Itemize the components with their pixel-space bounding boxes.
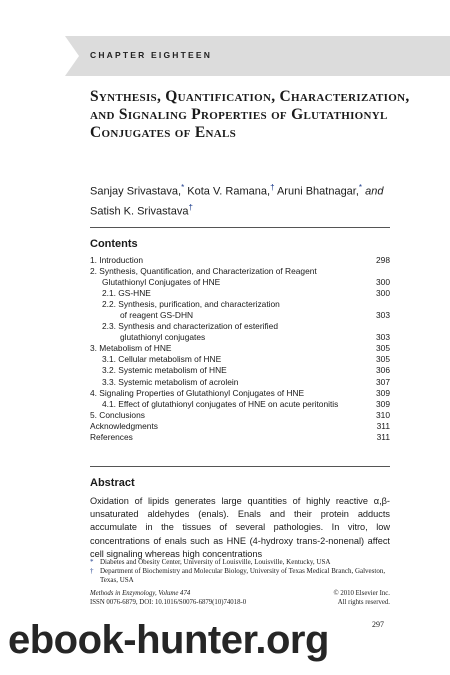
toc-row[interactable] <box>90 288 390 299</box>
toc-title: 4. Signaling Properties of Glutathionyl Conjugates of HNE <box>90 387 305 398</box>
divider <box>90 466 390 467</box>
journal-info <box>90 589 390 607</box>
toc-row[interactable] <box>90 321 390 332</box>
chapter-banner-notch <box>65 36 79 76</box>
chapter-label: CHAPTER EIGHTEEN <box>90 50 213 60</box>
contents-heading: Contents <box>90 238 138 250</box>
toc-row[interactable] <box>90 310 390 321</box>
toc-page: 303 <box>376 310 390 321</box>
toc-row[interactable] <box>90 377 390 388</box>
abstract-text: Oxidation of lipids generates large quantities of highly reactive α,β-unsaturated aldehydes (enals). Enals and their protein adducts accumulate in the tissues of several pathologies. In vitro, low concentrations of enals such as HNE (4-hydroxy trans-2-nonenal) affect cell signaling whereas high concentrations <box>90 496 390 559</box>
toc-row[interactable] <box>90 266 390 277</box>
toc-row[interactable] <box>90 432 390 443</box>
toc-row[interactable] <box>90 399 390 410</box>
toc-page: 305 <box>376 343 390 354</box>
toc-title: 3.2. Systemic metabolism of HNE <box>102 365 227 376</box>
toc-page: 310 <box>376 409 390 420</box>
affiliation-mark: * <box>358 183 363 192</box>
toc-title: glutathionyl conjugates <box>120 332 206 343</box>
toc-title: of reagent GS-DHN <box>120 310 194 321</box>
footnote-mark: † <box>90 567 94 575</box>
author-name: Aruni Bhatnagar, <box>274 185 359 198</box>
toc-page <box>368 266 390 277</box>
toc-title: 2.3. Synthesis and characterization of esterified <box>102 321 278 332</box>
toc-title: 3.3. Systemic metabolism of acrolein <box>102 376 239 387</box>
toc-row[interactable] <box>90 410 390 421</box>
toc-title: 2. Synthesis, Quantification, and Characterization of Reagent <box>90 266 317 277</box>
chapter-title: Synthesis, Quantification, Characterization, and Signaling Properties of Glutathionyl Conjugates of Enals <box>90 88 410 141</box>
toc-title: 3.1. Cellular metabolism of HNE <box>102 354 222 365</box>
footnote-text: Department of Biochemistry and Molecular Biology, University of Texas Medical Branch, Galveston, Texas, USA <box>100 567 386 584</box>
and-connector: and <box>362 185 384 198</box>
toc-row[interactable] <box>90 421 390 432</box>
toc-row[interactable] <box>90 354 390 365</box>
toc-page: 311 <box>376 420 390 431</box>
toc-page <box>368 321 390 332</box>
toc-title: Acknowledgments <box>90 420 158 431</box>
issn-doi: ISSN 0076-6879, DOI: 10.1016/S0076-6879(10)74018-0 <box>90 599 247 606</box>
toc-page <box>368 299 390 310</box>
watermark: ebook-hunter.org <box>8 618 329 662</box>
toc-page: 303 <box>376 332 390 343</box>
affiliation-mark: * <box>181 183 185 192</box>
toc-page: 300 <box>376 288 390 299</box>
page-number: 297 <box>372 620 384 629</box>
toc-page: 300 <box>376 277 390 288</box>
affiliation-mark: † <box>270 183 275 192</box>
author-name: Kota V. Ramana, <box>184 185 271 198</box>
toc-title: Glutathionyl Conjugates of HNE <box>102 277 221 288</box>
toc-title: References <box>90 431 133 442</box>
toc-title: 3. Metabolism of HNE <box>90 343 172 354</box>
author-name: Sanjay Srivastava, <box>90 185 182 198</box>
footnotes <box>90 558 390 585</box>
author-name: Satish K. Srivastava <box>90 205 189 218</box>
toc-page: 307 <box>376 376 390 387</box>
author-list <box>90 180 420 219</box>
footnote-mark: * <box>90 558 94 566</box>
toc-row[interactable] <box>90 388 390 399</box>
toc-title: 2.2. Synthesis, purification, and characterization <box>102 299 280 310</box>
copyright: © 2010 Elsevier Inc. <box>333 590 390 597</box>
toc-title: 2.1. GS-HNE <box>102 288 151 299</box>
toc-page: 306 <box>376 365 390 376</box>
divider <box>90 227 390 228</box>
table-of-contents <box>90 255 390 443</box>
toc-row[interactable] <box>90 255 390 266</box>
toc-title: 1. Introduction <box>90 255 144 265</box>
footnote-text: Diabetes and Obesity Center, University of Louisville, Louisville, Kentucky, USA <box>100 558 331 566</box>
rights: All rights reserved. <box>337 599 390 606</box>
footnote <box>90 558 390 567</box>
footnote <box>90 567 390 585</box>
toc-row[interactable] <box>90 299 390 310</box>
toc-page: 309 <box>376 398 390 409</box>
toc-page: 298 <box>376 255 390 265</box>
affiliation-mark: † <box>188 202 193 212</box>
toc-row[interactable] <box>90 365 390 376</box>
abstract-heading: Abstract <box>90 477 135 489</box>
toc-row[interactable] <box>90 343 390 354</box>
toc-title: 5. Conclusions <box>90 409 145 420</box>
toc-row[interactable] <box>90 332 390 343</box>
toc-row[interactable] <box>90 277 390 288</box>
toc-page: 305 <box>376 354 390 365</box>
toc-page: 309 <box>376 387 390 398</box>
journal-citation: Methods in Enzymology, Volume 474 <box>90 590 191 597</box>
toc-title: 4.1. Effect of glutathionyl conjugates of HNE on acute peritonitis <box>102 398 339 409</box>
toc-page: 311 <box>376 431 390 442</box>
